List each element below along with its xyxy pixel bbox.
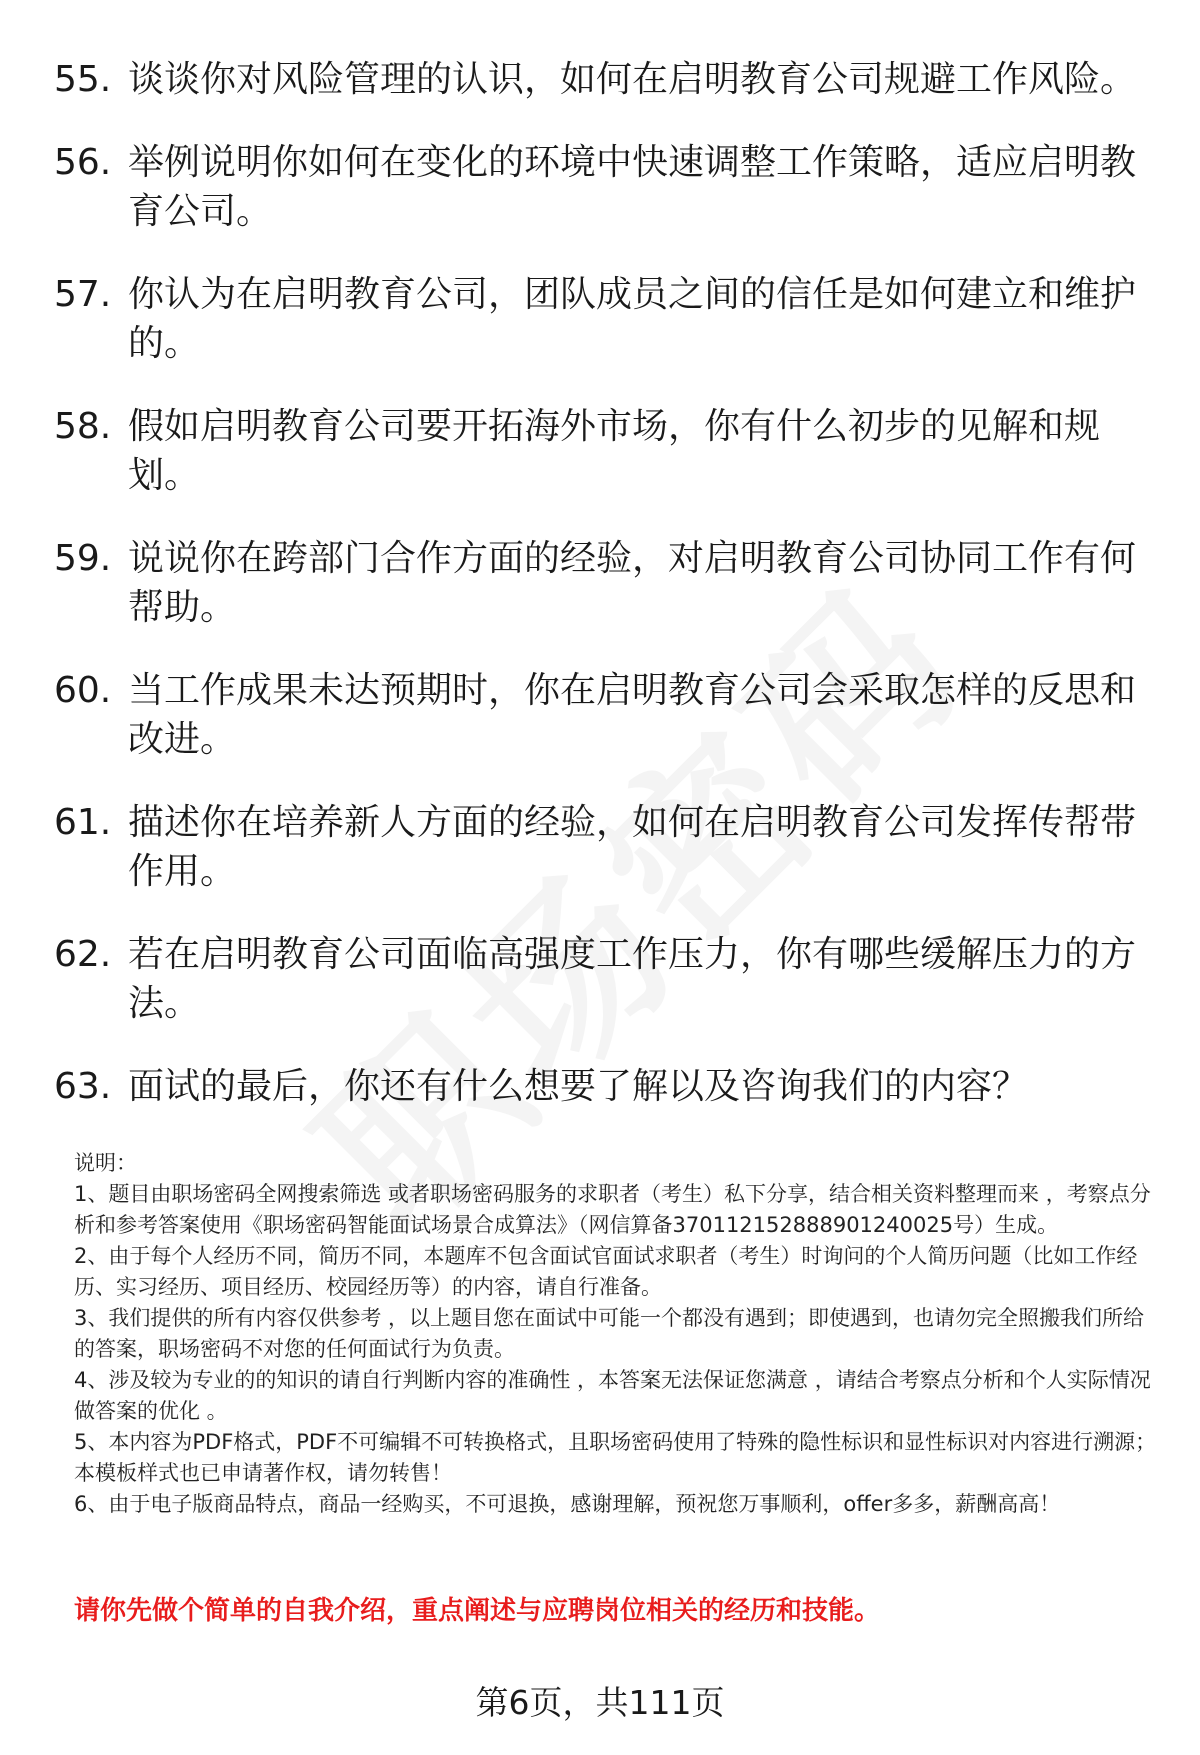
notes-title: 说明：: [74, 1151, 137, 1175]
question-number: 61.: [54, 802, 112, 843]
question-number: 57.: [54, 274, 112, 315]
question-number: 63.: [54, 1066, 112, 1107]
question-number: 60.: [54, 670, 112, 711]
note-item: 6、由于电子版商品特点，商品一经购买，不可退换，感谢理解，预祝您万事顺利，offer多多，薪酬高高！: [74, 1492, 1061, 1516]
question-item: [54, 138, 1154, 236]
question-text: 面试的最后，你还有什么想要了解以及咨询我们的内容？: [128, 1066, 1029, 1107]
question-item: [54, 402, 1154, 500]
highlight-question: 请你先做个简单的自我介绍，重点阐述与应聘岗位相关的经历和技能。: [74, 1596, 881, 1626]
note-item: 1、题目由职场密码全网搜索筛选 或者职场密码服务的求职者（考生）私下分享，结合相关资料整理而来 ，考察点分析和参考答案使用《职场密码智能面试场景合成算法》（网信算备370112152888901240025号）生成。: [74, 1182, 1151, 1237]
question-item: [54, 666, 1154, 764]
note-item: 3、我们提供的所有内容仅供参考 ，以上题目您在面试中可能一个都没有遇到；即使遇到，也请勿完全照搬我们所给的答案，职场密码不对您的任何面试行为负责。: [74, 1306, 1145, 1361]
note-item: 5、本内容为PDF格式，PDF不可编辑不可转换格式，且职场密码使用了特殊的隐性标识和显性标识对内容进行溯源；本模板样式也已申请著作权，请勿转售！: [74, 1430, 1157, 1485]
note-item: 2、由于每个人经历不同，简历不同，本题库不包含面试官面试求职者（考生）时询问的个人简历问题（比如工作经历、实习经历、项目经历、校园经历等）的内容，请自行准备。: [74, 1244, 1138, 1299]
question-text: 谈谈你对风险管理的认识，如何在启明教育公司规避工作风险。: [128, 59, 1137, 100]
notes-section: [74, 1148, 1164, 1520]
question-item: [54, 930, 1154, 1028]
question-item: [54, 55, 1154, 104]
page-footer: 第6页，共111页: [475, 1683, 725, 1722]
question-list: [54, 55, 1154, 1145]
question-number: 56.: [54, 142, 112, 183]
question-number: 58.: [54, 406, 112, 447]
question-text: 描述你在培养新人方面的经验，如何在启明教育公司发挥传帮带作用。: [128, 802, 1137, 892]
question-number: 59.: [54, 538, 112, 579]
question-text: 举例说明你如何在变化的环境中快速调整工作策略，适应启明教育公司。: [128, 142, 1137, 232]
note-item: 4、涉及较为专业的的知识的请自行判断内容的准确性 ，本答案无法保证您满意 ，请结合考察点分析和个人实际情况做答案的优化 。: [74, 1368, 1151, 1423]
question-text: 说说你在跨部门合作方面的经验，对启明教育公司协同工作有何帮助。: [128, 538, 1137, 628]
question-text: 若在启明教育公司面临高强度工作压力，你有哪些缓解压力的方法。: [128, 934, 1137, 1024]
question-number: 55.: [54, 59, 112, 100]
question-text: 你认为在启明教育公司，团队成员之间的信任是如何建立和维护的。: [128, 274, 1137, 364]
question-item: [54, 534, 1154, 632]
question-text: 假如启明教育公司要开拓海外市场，你有什么初步的见解和规划。: [128, 406, 1101, 496]
question-text: 当工作成果未达预期时，你在启明教育公司会采取怎样的反思和改进。: [128, 670, 1137, 760]
question-number: 62.: [54, 934, 112, 975]
question-item: [54, 1062, 1154, 1111]
question-item: [54, 798, 1154, 896]
question-item: [54, 270, 1154, 368]
